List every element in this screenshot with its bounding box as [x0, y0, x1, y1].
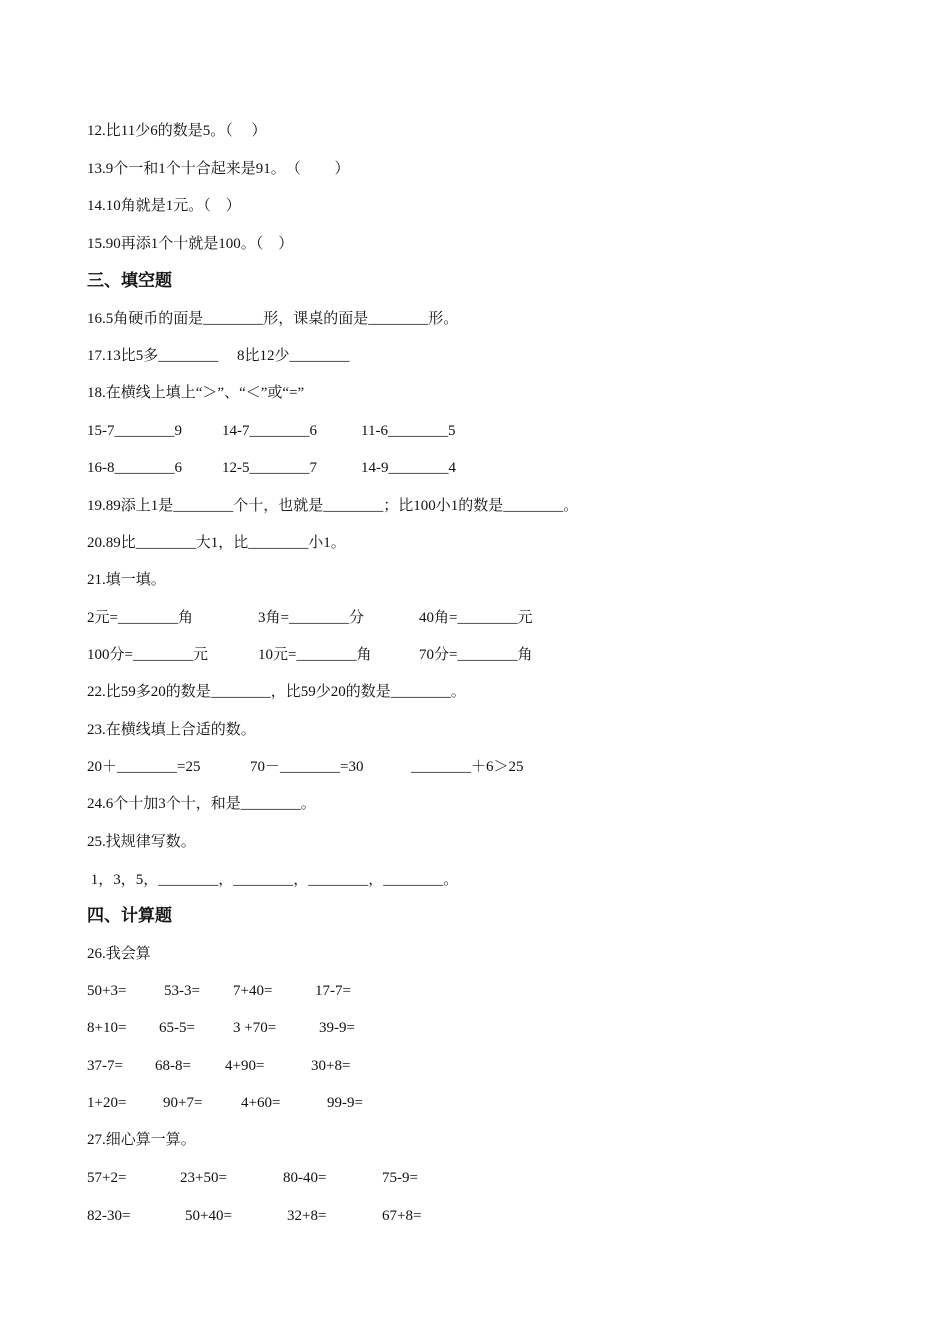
question-12: 12.比11少6的数是5。（ ）	[87, 123, 267, 139]
q26-cell: 1+20=	[87, 1095, 127, 1111]
question-27: 27.细心算一算。	[87, 1132, 196, 1148]
question-26: 26.我会算	[87, 946, 151, 962]
q27-cell: 75-9=	[382, 1170, 418, 1186]
q21-cell: 70分=________角	[419, 647, 533, 663]
q23-cell: ________＋6＞25	[411, 759, 524, 775]
question-22: 22.比59多20的数是________，比59少20的数是________。	[87, 684, 466, 700]
q18-cell: 15-7________9	[87, 423, 182, 439]
q21-cell: 100分=________元	[87, 647, 208, 663]
q27-cell: 82-30=	[87, 1208, 131, 1224]
q26-cell: 4+60=	[241, 1095, 281, 1111]
q26-cell: 65-5=	[159, 1020, 195, 1036]
q26-cell: 90+7=	[163, 1095, 203, 1111]
q27-cell: 57+2=	[87, 1170, 127, 1186]
q23-cell: 70－________=30	[250, 759, 364, 775]
q21-cell: 10元=________角	[258, 647, 372, 663]
question-15: 15.90再添1个十就是100。（ ）	[87, 236, 294, 252]
q26-cell: 39-9=	[319, 1020, 355, 1036]
question-20: 20.89比________大1，比________小1。	[87, 535, 346, 551]
question-25: 25.找规律写数。	[87, 834, 196, 850]
q21-cell: 3角=________分	[258, 610, 364, 626]
question-16: 16.5角硬币的面是________形，课桌的面是________形。	[87, 311, 459, 327]
q26-cell: 7+40=	[233, 983, 273, 999]
q27-cell: 50+40=	[185, 1208, 232, 1224]
q21-cell: 2元=________角	[87, 610, 193, 626]
q27-cell: 23+50=	[180, 1170, 227, 1186]
q18-cell: 14-9________4	[361, 460, 456, 476]
question-23: 23.在横线填上合适的数。	[87, 722, 256, 738]
q25-sequence: 1，3，5，________，________，________，________。	[87, 872, 459, 888]
q18-cell: 14-7________6	[222, 423, 317, 439]
q27-cell: 80-40=	[283, 1170, 327, 1186]
q26-cell: 8+10=	[87, 1020, 127, 1036]
question-13: 13.9个一和1个十合起来是91。 （ ）	[87, 161, 350, 177]
question-24: 24.6个十加3个十，和是________。	[87, 796, 316, 812]
section-title-calculation: 四、计算题	[87, 906, 172, 926]
q26-cell: 37-7=	[87, 1058, 123, 1074]
question-21: 21.填一填。	[87, 572, 166, 588]
q26-cell: 17-7=	[315, 983, 351, 999]
question-19: 19.89添上1是________个十，也就是________；比100小1的数是________。	[87, 498, 579, 514]
q26-cell: 4+90=	[225, 1058, 265, 1074]
q23-cell: 20＋________=25	[87, 759, 201, 775]
question-14: 14.10角就是1元。（ ）	[87, 198, 241, 214]
question-18: 18.在横线上填上“＞”、“＜”或“=”	[87, 385, 305, 401]
q18-cell: 16-8________6	[87, 460, 182, 476]
question-17: 17.13比5多________ 8比12少________	[87, 348, 350, 364]
q27-cell: 32+8=	[287, 1208, 327, 1224]
q26-cell: 53-3=	[164, 983, 200, 999]
section-title-fill-in: 三、填空题	[87, 271, 172, 291]
q26-cell: 50+3=	[87, 983, 127, 999]
q21-cell: 40角=________元	[419, 610, 533, 626]
q26-cell: 3 +70=	[233, 1020, 277, 1036]
q26-cell: 68-8=	[155, 1058, 191, 1074]
q26-cell: 30+8=	[311, 1058, 351, 1074]
q27-cell: 67+8=	[382, 1208, 422, 1224]
q18-cell: 11-6________5	[361, 423, 456, 439]
q26-cell: 99-9=	[327, 1095, 363, 1111]
q18-cell: 12-5________7	[222, 460, 317, 476]
